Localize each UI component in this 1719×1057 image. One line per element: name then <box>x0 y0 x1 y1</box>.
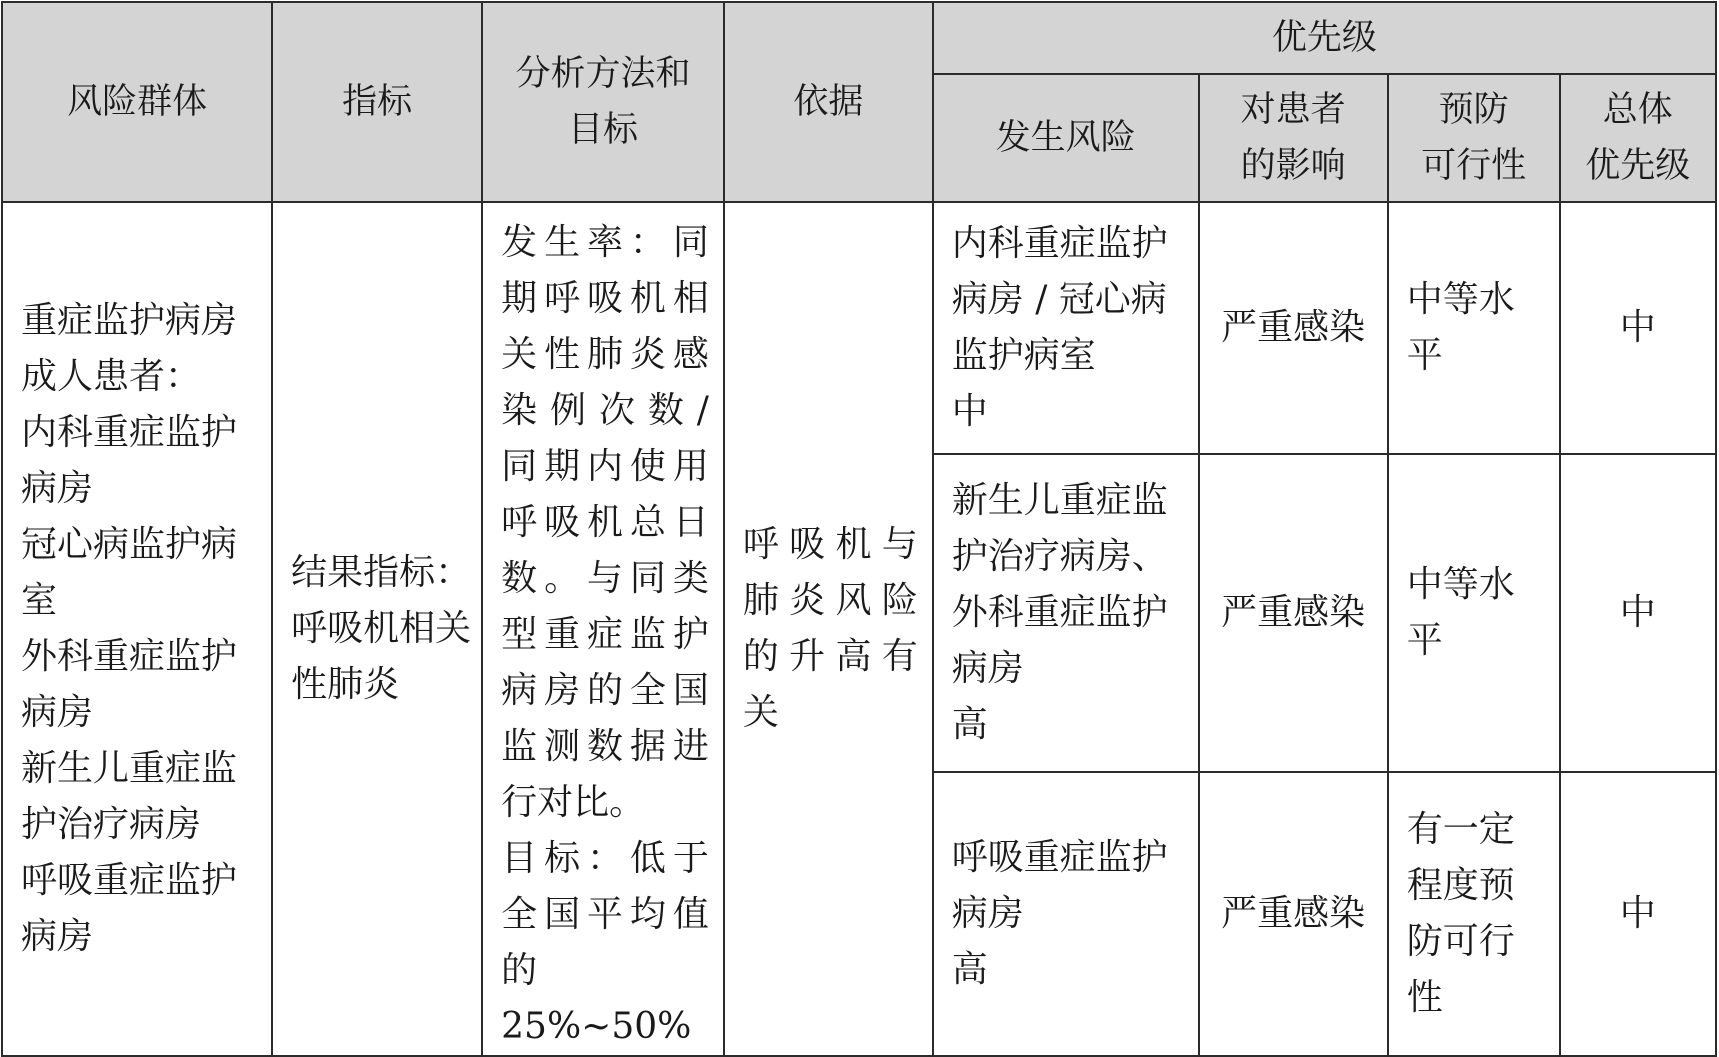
risk-group-line: 内科重症监护 <box>21 412 238 453</box>
occurrence-risk-cell <box>933 772 1199 1056</box>
overall-priority-cell: 中 <box>1560 202 1717 454</box>
impact-cell: 严重感染 <box>1199 772 1388 1056</box>
occurrence-risk-line: 监护病室 <box>951 335 1096 377</box>
overall-priority-cell: 中 <box>1560 772 1717 1056</box>
risk-group-line: 病房 <box>21 916 94 957</box>
risk-group-cell <box>2 202 272 1056</box>
method-line: 监测数据进 <box>501 726 709 767</box>
occurrence-risk-cell <box>933 202 1199 454</box>
method-line: 病房的全国 <box>501 670 709 711</box>
impact-cell: 严重感染 <box>1199 202 1388 454</box>
feasibility-line: 防可行 <box>1406 920 1515 962</box>
feasibility-line: 中等水 <box>1406 564 1515 606</box>
risk-group-line: 呼吸重症监护 <box>21 860 238 901</box>
method-line: 发生率：同 <box>501 222 709 263</box>
occurrence-risk-line: 病房 <box>951 892 1024 934</box>
risk-group-line: 病房 <box>21 468 94 509</box>
indicator-line: 结果指标： <box>291 552 472 593</box>
indicator-line: 性肺炎 <box>291 664 400 705</box>
feasibility-line: 有一定 <box>1406 808 1515 850</box>
header-overall-line: 优先级 <box>1585 146 1691 186</box>
risk-priority-table <box>1 1 1717 1057</box>
feasibility-cell <box>1388 454 1560 771</box>
overall-priority-cell: 中 <box>1560 454 1717 771</box>
header-indicator: 指标 <box>272 2 482 202</box>
risk-group-line: 室 <box>21 580 58 621</box>
feasibility-line: 中等水 <box>1406 279 1515 321</box>
header-feasibility-line: 可行性 <box>1421 146 1527 186</box>
feasibility-line: 程度预 <box>1406 864 1515 906</box>
risk-group-line: 重症监护病房 <box>21 300 238 341</box>
method-line: 期呼吸机相 <box>501 278 709 319</box>
impact-cell: 严重感染 <box>1199 454 1388 771</box>
occurrence-risk-line: 呼吸重症监护 <box>951 836 1168 878</box>
header-priority: 优先级 <box>933 2 1716 74</box>
basis-line: 关 <box>742 692 779 733</box>
feasibility-line: 平 <box>1406 335 1443 377</box>
risk-group-line: 新生儿重症监 <box>21 748 238 789</box>
indicator-cell <box>272 202 482 1056</box>
risk-group-line: 病房 <box>21 692 94 733</box>
method-line: 目标：低于 <box>501 838 709 879</box>
method-line: 数。与同类 <box>501 558 709 599</box>
header-method-line: 目标 <box>568 110 639 150</box>
occurrence-risk-line: 内科重症监护 <box>951 223 1168 265</box>
feasibility-line: 平 <box>1406 620 1443 662</box>
method-line: 型重症监护 <box>501 614 709 655</box>
method-line: 呼吸机总日 <box>501 502 709 543</box>
method-line: 同期内使用 <box>501 446 709 487</box>
header-method-line: 分析方法和 <box>515 54 691 94</box>
risk-group-line: 成人患者： <box>21 356 202 397</box>
risk-group-line: 外科重症监护 <box>21 636 238 677</box>
method-line: 的 25%~50% <box>501 950 692 1047</box>
basis-line: 呼吸机与 <box>742 524 918 565</box>
header-occurrence-risk: 发生风险 <box>933 74 1199 202</box>
method-line: 行对比。 <box>501 782 646 823</box>
occurrence-risk-line: 病房 <box>951 648 1024 690</box>
feasibility-cell <box>1388 772 1560 1056</box>
occurrence-risk-cell <box>933 454 1199 771</box>
feasibility-line: 性 <box>1406 976 1443 1018</box>
header-overall-line: 总体 <box>1602 90 1673 130</box>
header-impact-line: 的影响 <box>1240 146 1346 186</box>
occurrence-risk-line: 护治疗病房、 <box>951 536 1168 578</box>
method-line: 关性肺炎感 <box>501 334 709 375</box>
basis-line: 的升高有 <box>742 636 918 677</box>
risk-group-line: 冠心病监护病 <box>21 524 238 565</box>
method-cell <box>482 202 724 1056</box>
occurrence-risk-line: 病房 / 冠心病 <box>951 279 1167 321</box>
table-row <box>2 202 1716 454</box>
header-impact <box>1199 74 1388 202</box>
basis-cell <box>724 202 933 1056</box>
header-basis: 依据 <box>724 2 933 202</box>
feasibility-cell <box>1388 202 1560 454</box>
occurrence-risk-line: 高 <box>951 704 988 746</box>
header-feasibility-line: 预防 <box>1438 90 1509 130</box>
risk-group-line: 护治疗病房 <box>21 804 202 845</box>
header-impact-line: 对患者 <box>1240 90 1346 130</box>
occurrence-risk-line: 外科重症监护 <box>951 592 1168 634</box>
table-body <box>2 202 1716 1056</box>
occurrence-risk-line: 中 <box>951 391 988 433</box>
occurrence-risk-line: 高 <box>951 948 988 990</box>
header-overall <box>1560 74 1717 202</box>
occurrence-risk-line: 新生儿重症监 <box>951 480 1168 522</box>
indicator-line: 呼吸机相关 <box>291 608 472 649</box>
header-method <box>482 2 724 202</box>
method-line: 全国平均值 <box>501 894 709 935</box>
basis-line: 肺炎风险 <box>742 580 918 621</box>
header-risk-group: 风险群体 <box>2 2 272 202</box>
table-header <box>2 2 1716 202</box>
method-line: 染例次数/ <box>501 390 709 431</box>
header-feasibility <box>1388 74 1560 202</box>
